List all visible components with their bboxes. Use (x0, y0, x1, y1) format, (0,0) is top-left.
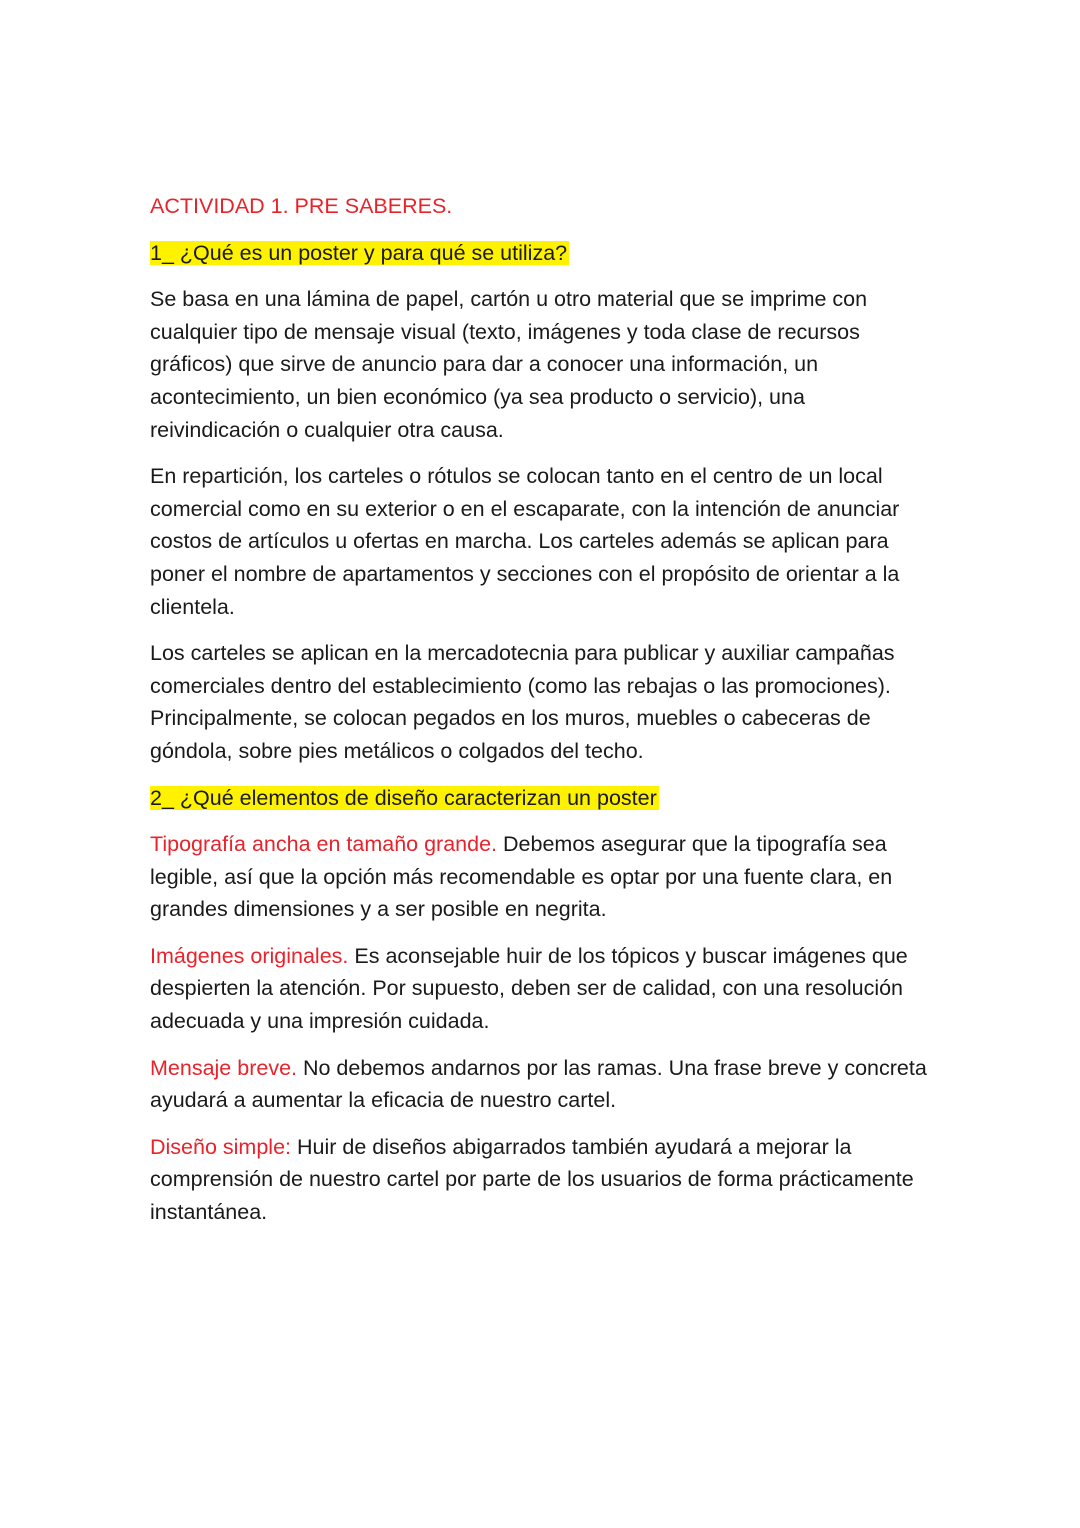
question-1 (150, 237, 940, 270)
activity-title: ACTIVIDAD 1. PRE SABERES. (150, 194, 453, 218)
answer-1-paragraph-3: Los carteles se aplican en la mercadotecnia para publicar y auxiliar campañas comerciales dentro del establecimiento (como las rebajas o las promociones). Principalmente, se colocan pegados en los muros, muebles o cabeceras de góndola, sobre pies metálicos o colgados del techo. (150, 641, 895, 763)
element-term: Diseño simple: (150, 1134, 291, 1159)
answer-1-paragraph-2: En repartición, los carteles o rótulos se colocan tanto en el centro de un local comercial como en su exterior o en el escaparate, con la intención de anunciar costos de artículos u ofertas en marcha. Los carteles además se aplican para poner el nombre de apartamentos y secciones con el propósito de orientar a la clientela. (150, 464, 900, 619)
element-typography (150, 828, 940, 926)
document-page (150, 190, 940, 1243)
element-term: Mensaje breve. (150, 1055, 297, 1080)
element-images (150, 940, 940, 1038)
question-2-highlight: 2_ ¿Qué elementos de diseño caracterizan un poster (150, 785, 657, 810)
element-description: No debemos andarnos por las ramas. Una frase breve y concreta ayudará a aumentar la eficacia de nuestro cartel. (150, 1055, 927, 1113)
question-2 (150, 782, 940, 815)
element-term: Tipografía ancha en tamaño grande. (150, 832, 498, 857)
element-description: Debemos asegurar que la tipografía sea legible, así que la opción más recomendable es optar por una fuente clara, en grandes dimensiones y a ser posible en negrita. (150, 832, 893, 922)
question-1-highlight: 1_ ¿Qué es un poster y para qué se utiliza? (150, 240, 568, 265)
element-design (150, 1131, 940, 1229)
element-description: Es aconsejable huir de los tópicos y buscar imágenes que despierten la atención. Por supuesto, deben ser de calidad, con una resolución adecuada y una impresión cuidada. (150, 943, 908, 1034)
element-message (150, 1052, 940, 1117)
element-description: Huir de diseños abigarrados también ayudará a mejorar la comprensión de nuestro cartel por parte de los usuarios de forma prácticamente instantánea. (150, 1134, 914, 1225)
answer-1-paragraph-1: Se basa en una lámina de papel, cartón u otro material que se imprime con cualquier tipo de mensaje visual (texto, imágenes y toda clase de recursos gráficos) que sirve de anuncio para dar a conocer una información, un acontecimiento, un bien económico (ya sea producto o servicio), una reivindicación o cualquier otra causa. (150, 287, 868, 442)
element-term: Imágenes originales. (150, 943, 349, 968)
